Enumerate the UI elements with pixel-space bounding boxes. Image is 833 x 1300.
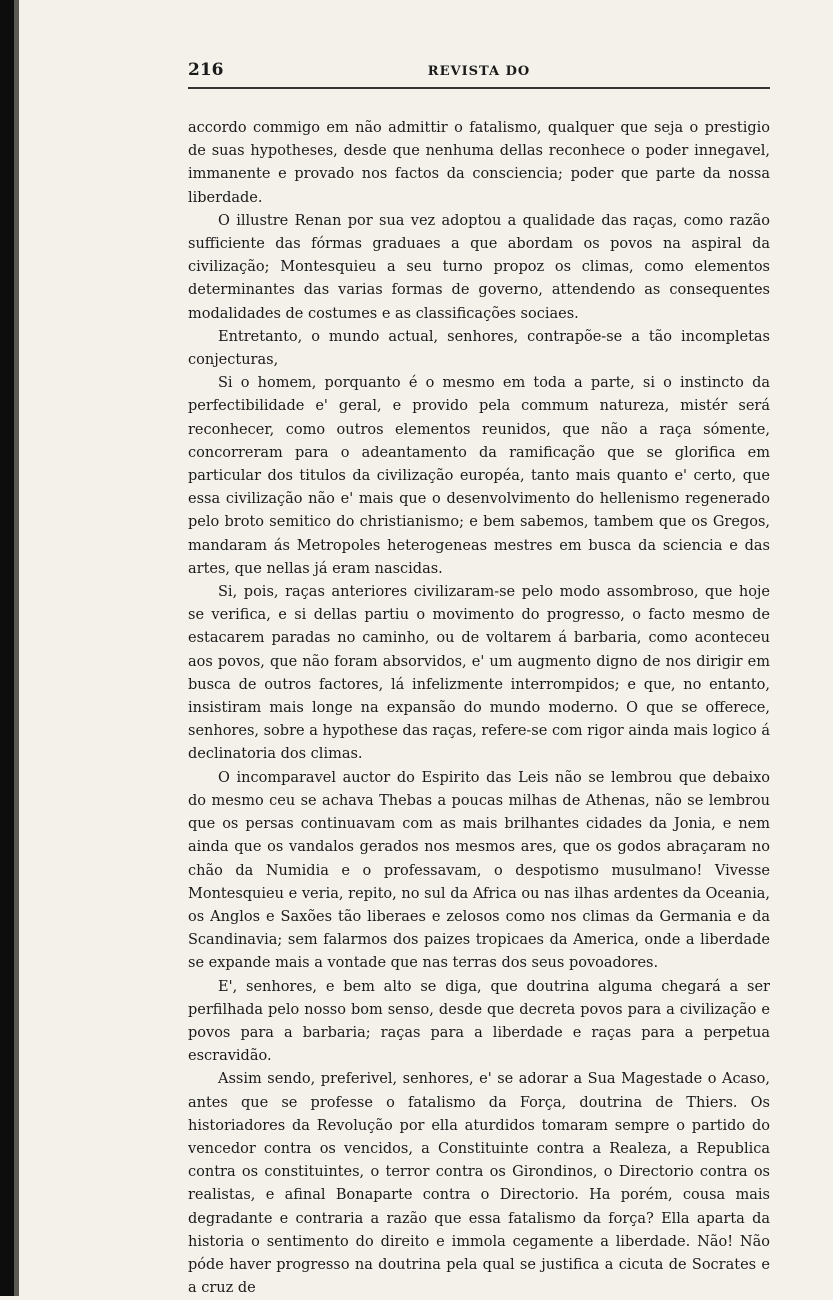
paragraph: Si o homem, porquanto é o mesmo em toda a parte, si o instincto da perfectibilidade e' geral, e provido pela commum natureza, mistér será reconhecer, como outros elementos reunidos, que não a raça sómente, concorreram para o adeantamento da ramificação que se glorifica em particular dos titulos da civilização européa, tanto mais quanto e' certo, que essa civilização não e' mais que o desenvolvimento do hellenismo regenerado pelo broto semitico do christianismo; e bem sabemos, tambem que os Gregos, mandaram ás Metropoles heterogeneas mestres em busca da sciencia e das artes, que nellas já eram nascidas. <box>188 375 770 577</box>
book-binding-edge <box>14 0 19 1296</box>
paragraph: accordo commigo em não admittir o fatalismo, qualquer que seja o prestigio de suas hypotheses, desde que nenhuma dellas reconhece o poder innegavel, immanente e provado nos factos da consciencia; poder que parte da nossa liberdade. <box>188 120 770 206</box>
paragraph: Entretanto, o mundo actual, senhores, contrapõe-se a tão incompletas conjecturas, <box>188 328 770 369</box>
header-rule <box>188 87 770 89</box>
paragraph: O illustre Renan por sua vez adoptou a qualidade das raças, como razão sufficiente das fórmas graduaes a que abordam os povos na aspiral da civilização; Montesquieu a seu turno propoz os climas, como elementos determinantes das varias formas de governo, attendendo as consequentes modalidades de costumes e as classificações sociaes. <box>188 212 770 322</box>
page-number: 216 <box>188 60 224 80</box>
body-text <box>188 117 770 1300</box>
running-head: REVISTA DO <box>427 64 531 79</box>
paragraph: Si, pois, raças anteriores civilizaram-se pelo modo assombroso, que hoje se verifica, e si dellas partiu o movimento do progresso, o facto mesmo de estacarem paradas no caminho, ou de voltarem á barbaria, como aconteceu aos povos, que não foram absorvidos, e' um augmento digno de nos dirigir em busca de outros factores, lá infelizmente interrompidos; e que, no entanto, insistiram mais longe na expansão do mundo moderno. O que se offerece, senhores, sobre a hypothese das raças, refere-se com rigor ainda mais logico á declinatoria dos climas. <box>188 584 770 763</box>
page-header <box>188 60 770 82</box>
paragraph: Assim sendo, preferivel, senhores, e' se adorar a Sua Magestade o Acaso, antes que se professe o fatalismo da Força, doutrina de Thiers. Os historiadores da Revolução por ella aturdidos tomaram sempre o partido do vencedor contra os vencidos, a Constituinte contra a Realeza, a Republica contra os constituintes, o terror contra os Girondinos, o Directorio contra os realistas, e afinal Bonaparte contra o Directorio. Ha porém, cousa mais degradante e contraria a razão que essa fatalismo da força? Ella aparta da historia o sentimento do direito e immola cegamente a liberdade. Não! Não póde haver progresso na doutrina pela qual se justifica a cicuta de Socrates e a cruz de <box>188 1071 770 1297</box>
book-binding-shadow <box>0 0 14 1296</box>
paragraph: E', senhores, e bem alto se diga, que doutrina alguma chegará a ser perfilhada pelo nosso bom senso, desde que decreta povos para a civilização e povos para a barbaria; raças para a liberdade e raças para a perpetua escravidão. <box>188 978 770 1065</box>
paragraph: O incomparavel auctor do Espirito das Leis não se lembrou que debaixo do mesmo ceu se achava Thebas a poucas milhas de Athenas, não se lembrou que os persas continuavam com as mais brilhantes cidades da Jonia, e nem ainda que os vandalos gerados nos mesmos ares, que os godos abraçaram no chão da Numidia e o professavam, o despotismo musulmano! Vivesse Montesquieu e veria, repito, no sul da Africa ou nas ilhas ardentes da Oceania, os Anglos e Saxões tão liberaes e zelosos como nos climas da Germania e da Scandinavia; sem falarmos dos paizes tropicaes da America, onde a liberdade se expande mais a vontade que nas terras dos seus povoadores. <box>188 769 770 972</box>
